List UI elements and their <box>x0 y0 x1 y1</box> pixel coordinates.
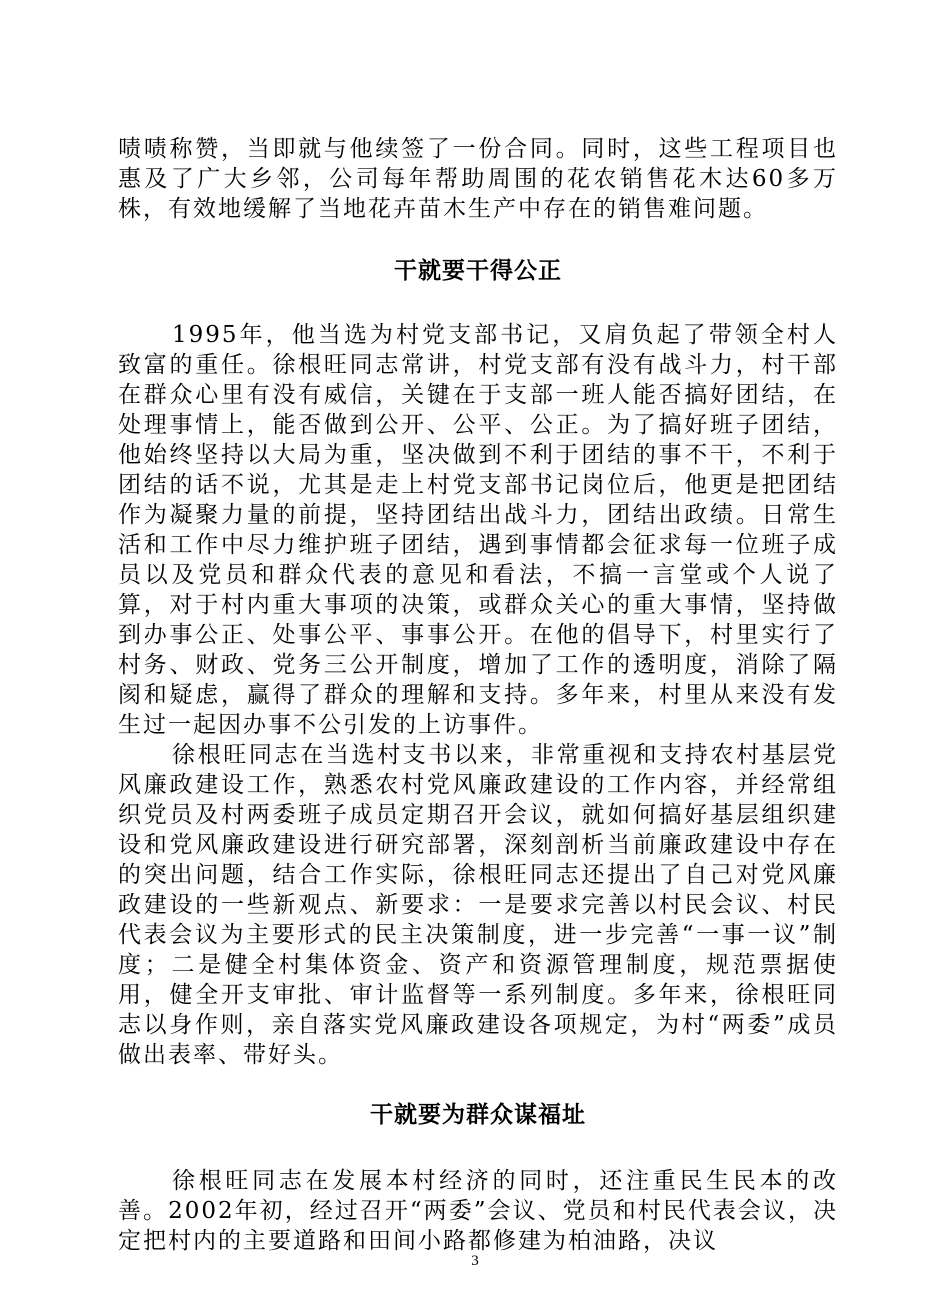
section-heading-welfare: 干就要为群众谋福址 <box>370 1102 586 1128</box>
page-number: 3 <box>471 1253 479 1269</box>
paragraph-continuation: 啧啧称赞，当即就与他续签了一份合同。同时，这些工程项目也惠及了广大乡邻，公司每年帮助周围的花农销售花木达60多万株，有效地缓解了当地花卉苗木生产中存在的销售难问题。 <box>118 136 838 222</box>
paragraph-party-secretary: 1995年，他当选为村党支部书记，又肩负起了带领全村人致富的重任。徐根旺同志常讲，村党支部有没有战斗力，村干部在群众心里有没有威信，关键在于支部一班人能否搞好团结，在处理事情上，能否做到公开、公平、公正。为了搞好班子团结，他始终坚持以大局为重，坚决做到不利于团结的事不干，不利于团结的话不说，尤其是走上村党支部书记岗位后，他更是把团结作为凝聚力量的前提，坚持团结出战斗力，团结出政绩。日常生活和工作中尽力维护班子团结，遇到事情都会征求每一位班子成员以及党员和群众代表的意见和看法，不搞一言堂或个人说了算，对于村内重大事项的决策，或群众关心的重大事情，坚持做到办事公正、处事公平、事事公开。在他的倡导下，村里实行了村务、财政、党务三公开制度，增加了工作的透明度，消除了隔阂和疑虑，赢得了群众的理解和支持。多年来，村里从来没有发生过一起因办事不公引发的上访事件。 <box>118 322 838 738</box>
paragraph-integrity: 徐根旺同志在当选村支书以来，非常重视和支持农村基层党风廉政建设工作，熟悉农村党风廉政建设的工作内容，并经常组织党员及村两委班子成员定期召开会议，就如何搞好基层组织建设和党风廉政建设进行研究部署，深刻剖析当前廉政建设中存在的突出问题，结合工作实际，徐根旺同志还提出了自己对党风廉政建设的一些新观点、新要求：一是要求完善以村民会议、村民代表会议为主要形式的民主决策制度，进一步完善“一事一议”制度；二是健全村集体资金、资产和资源管理制度，规范票据使用，健全开支审批、审计监督等一系列制度。多年来，徐根旺同志以身作则，亲自落实党风廉政建设各项规定，为村“两委”成员做出表率、带好头。 <box>118 742 838 1068</box>
paragraph-livelihood: 徐根旺同志在发展本村经济的同时，还注重民生民本的改善。2002年初，经过召开“两委”会议、党员和村民代表会议，决定把村内的主要道路和田间小路都修建为柏油路，决议 <box>118 1168 838 1254</box>
document-body <box>118 134 838 1256</box>
section-heading-fairness: 干就要干得公正 <box>394 258 562 284</box>
